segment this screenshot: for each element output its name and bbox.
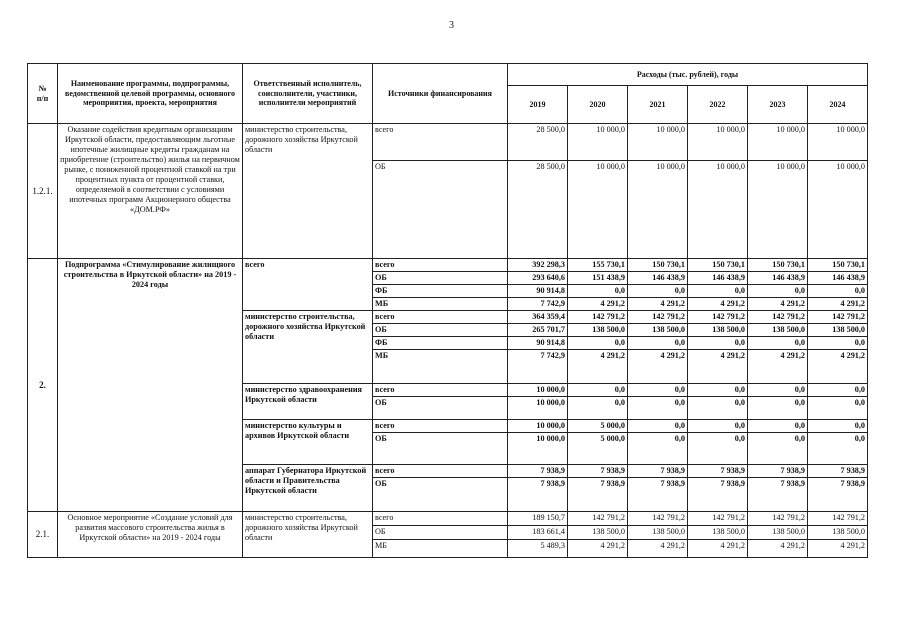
row-source: всего: [373, 420, 508, 433]
row-value: 0,0: [808, 285, 868, 298]
row-value: 90 914,8: [508, 285, 568, 298]
row-value: 28 500,0: [508, 124, 568, 161]
row-value: 0,0: [628, 384, 688, 397]
row-value: 7 938,9: [568, 465, 628, 478]
table-row: [28, 124, 868, 161]
row-number: 2.: [28, 259, 58, 512]
row-value: 4 291,2: [568, 540, 628, 558]
row-value: 10 000,0: [628, 124, 688, 161]
row-value: 150 730,1: [808, 259, 868, 272]
row-source: всего: [373, 259, 508, 272]
row-value: 7 938,9: [628, 478, 688, 512]
row-value: 0,0: [568, 397, 628, 420]
row-source: ФБ: [373, 337, 508, 350]
row-value: 150 730,1: [628, 259, 688, 272]
header-num: № п/п: [28, 64, 58, 124]
row-value: 7 938,9: [508, 465, 568, 478]
row-value: 0,0: [808, 384, 868, 397]
row-value: 138 500,0: [568, 324, 628, 337]
row-source: ОБ: [373, 161, 508, 259]
row-value: 0,0: [688, 433, 748, 465]
row-name: Оказание содействия кредитным организациям Иркутской области, предоставляющим льготные ипотечные жилищные кредиты гражданам на приобретение (строительство) жилья на первичном рынке, с пониженной процентной ставкой на три процентных пункта от процентной ставки, определяемой в соответствии с условиями ипотечных программ Акционерного общества «ДОМ.РФ»: [58, 124, 243, 259]
header-name: Наименование программы, подпрограммы, ведомственной целевой программы, основного мероприятия, проекта, мероприятия: [58, 64, 243, 124]
row-value: 28 500,0: [508, 161, 568, 259]
row-value: 4 291,2: [688, 540, 748, 558]
row-value: 138 500,0: [628, 526, 688, 540]
row-value: 293 640,6: [508, 272, 568, 285]
row-value: 0,0: [628, 420, 688, 433]
row-value: 265 701,7: [508, 324, 568, 337]
row-value: 151 438,9: [568, 272, 628, 285]
row-value: 138 500,0: [808, 324, 868, 337]
row-value: 146 438,9: [688, 272, 748, 285]
row-executor: всего: [243, 259, 373, 311]
row-value: 189 150,7: [508, 512, 568, 526]
row-value: 10 000,0: [688, 124, 748, 161]
row-number: 1.2.1.: [28, 124, 58, 259]
row-value: 7 938,9: [688, 465, 748, 478]
row-value: 142 791,2: [688, 512, 748, 526]
row-value: 10 000,0: [688, 161, 748, 259]
header-year: 2022: [688, 86, 748, 124]
row-value: 142 791,2: [628, 512, 688, 526]
table-header: [28, 64, 868, 124]
row-value: 10 000,0: [628, 161, 688, 259]
row-value: 142 791,2: [808, 512, 868, 526]
row-value: 0,0: [568, 285, 628, 298]
row-value: 0,0: [748, 285, 808, 298]
row-value: 0,0: [688, 285, 748, 298]
row-value: 7 742,9: [508, 298, 568, 311]
row-source: ФБ: [373, 285, 508, 298]
header-year: 2019: [508, 86, 568, 124]
row-value: 4 291,2: [568, 350, 628, 384]
row-source: всего: [373, 465, 508, 478]
header-expenses: Расходы (тыс. рублей), годы: [508, 64, 868, 86]
header-year: 2023: [748, 86, 808, 124]
row-source: МБ: [373, 540, 508, 558]
row-value: 0,0: [628, 433, 688, 465]
row-source: ОБ: [373, 324, 508, 337]
row-value: 0,0: [688, 420, 748, 433]
row-value: 4 291,2: [568, 298, 628, 311]
row-executor: министерство строительства, дорожного хозяйства Иркутской области: [243, 311, 373, 384]
row-value: 138 500,0: [748, 324, 808, 337]
row-executor: аппарат Губернатора Иркутской области и Правительства Иркутской области: [243, 465, 373, 512]
row-value: 392 298,3: [508, 259, 568, 272]
row-value: 0,0: [748, 337, 808, 350]
row-value: 7 742,9: [508, 350, 568, 384]
row-value: 0,0: [688, 397, 748, 420]
row-value: 0,0: [808, 420, 868, 433]
row-source: ОБ: [373, 433, 508, 465]
row-value: 4 291,2: [808, 298, 868, 311]
row-value: 10 000,0: [508, 433, 568, 465]
row-value: 10 000,0: [508, 420, 568, 433]
header-executor: Ответственный исполнитель, соисполнители, участники, исполнители мероприятий: [243, 64, 373, 124]
row-value: 10 000,0: [508, 397, 568, 420]
row-value: 7 938,9: [508, 478, 568, 512]
row-value: 7 938,9: [748, 465, 808, 478]
row-value: 4 291,2: [628, 540, 688, 558]
header-year: 2021: [628, 86, 688, 124]
page-number: 3: [449, 20, 454, 31]
row-value: 142 791,2: [808, 311, 868, 324]
row-executor: министерство здравоохранения Иркутской области: [243, 384, 373, 420]
row-value: 0,0: [688, 384, 748, 397]
row-source: ОБ: [373, 526, 508, 540]
row-value: 4 291,2: [688, 298, 748, 311]
row-value: 7 938,9: [568, 478, 628, 512]
row-value: 0,0: [748, 397, 808, 420]
row-value: 4 291,2: [748, 298, 808, 311]
row-value: 0,0: [748, 420, 808, 433]
row-value: 138 500,0: [628, 324, 688, 337]
row-value: 10 000,0: [748, 124, 808, 161]
row-value: 142 791,2: [568, 512, 628, 526]
row-value: 0,0: [808, 433, 868, 465]
row-value: 7 938,9: [748, 478, 808, 512]
row-value: 4 291,2: [688, 350, 748, 384]
row-value: 146 438,9: [628, 272, 688, 285]
row-name: Подпрограмма «Стимулирование жилищного строительства в Иркутской области» на 2019 - 2024 годы: [58, 259, 243, 512]
row-value: 5 489,3: [508, 540, 568, 558]
row-value: 138 500,0: [808, 526, 868, 540]
row-value: 138 500,0: [748, 526, 808, 540]
row-value: 4 291,2: [628, 350, 688, 384]
row-value: 7 938,9: [628, 465, 688, 478]
row-source: всего: [373, 384, 508, 397]
row-value: 0,0: [808, 397, 868, 420]
row-value: 10 000,0: [808, 124, 868, 161]
row-value: 7 938,9: [688, 478, 748, 512]
row-source: ОБ: [373, 272, 508, 285]
row-value: 4 291,2: [748, 350, 808, 384]
row-value: 7 938,9: [808, 465, 868, 478]
row-value: 4 291,2: [808, 350, 868, 384]
row-executor: министерство строительства, дорожного хозяйства Иркутской области: [243, 124, 373, 259]
row-value: 4 291,2: [628, 298, 688, 311]
row-value: 10 000,0: [508, 384, 568, 397]
row-value: 142 791,2: [688, 311, 748, 324]
row-value: 150 730,1: [688, 259, 748, 272]
row-value: 142 791,2: [628, 311, 688, 324]
row-value: 10 000,0: [748, 161, 808, 259]
row-value: 0,0: [808, 337, 868, 350]
row-value: 142 791,2: [748, 512, 808, 526]
row-value: 138 500,0: [688, 526, 748, 540]
row-executor: министерство культуры и архивов Иркутской области: [243, 420, 373, 465]
row-value: 10 000,0: [808, 161, 868, 259]
row-value: 0,0: [628, 337, 688, 350]
row-value: 5 000,0: [568, 433, 628, 465]
row-value: 0,0: [628, 397, 688, 420]
row-value: 0,0: [568, 384, 628, 397]
header-year: 2020: [568, 86, 628, 124]
row-value: 0,0: [748, 433, 808, 465]
row-source: ОБ: [373, 478, 508, 512]
row-value: 0,0: [748, 384, 808, 397]
row-value: 364 359,4: [508, 311, 568, 324]
row-value: 10 000,0: [568, 161, 628, 259]
row-value: 142 791,2: [748, 311, 808, 324]
row-value: 138 500,0: [688, 324, 748, 337]
row-value: 155 730,1: [568, 259, 628, 272]
row-executor: министерство строительства, дорожного хозяйства Иркутской области: [243, 512, 373, 558]
table-row: [28, 259, 868, 272]
row-source: МБ: [373, 298, 508, 311]
row-source: всего: [373, 311, 508, 324]
row-value: 5 000,0: [568, 420, 628, 433]
row-value: 0,0: [568, 337, 628, 350]
row-value: 4 291,2: [748, 540, 808, 558]
row-value: 142 791,2: [568, 311, 628, 324]
row-number: 2.1.: [28, 512, 58, 558]
row-value: 146 438,9: [748, 272, 808, 285]
row-source: всего: [373, 124, 508, 161]
row-value: 10 000,0: [568, 124, 628, 161]
row-source: МБ: [373, 350, 508, 384]
row-value: 90 914,8: [508, 337, 568, 350]
row-name: Основное мероприятие «Создание условий для развития массового строительства жилья в Иркутской области» на 2019 - 2024 годы: [58, 512, 243, 558]
row-source: всего: [373, 512, 508, 526]
row-value: 138 500,0: [568, 526, 628, 540]
row-value: 0,0: [628, 285, 688, 298]
row-value: 150 730,1: [748, 259, 808, 272]
row-value: 146 438,9: [808, 272, 868, 285]
row-source: ОБ: [373, 397, 508, 420]
header-source: Источники финансирования: [373, 64, 508, 124]
row-value: 4 291,2: [808, 540, 868, 558]
row-value: 183 661,4: [508, 526, 568, 540]
row-value: 0,0: [688, 337, 748, 350]
row-value: 7 938,9: [808, 478, 868, 512]
header-year: 2024: [808, 86, 868, 124]
table-row: [28, 512, 868, 526]
budget-table: [27, 63, 868, 558]
